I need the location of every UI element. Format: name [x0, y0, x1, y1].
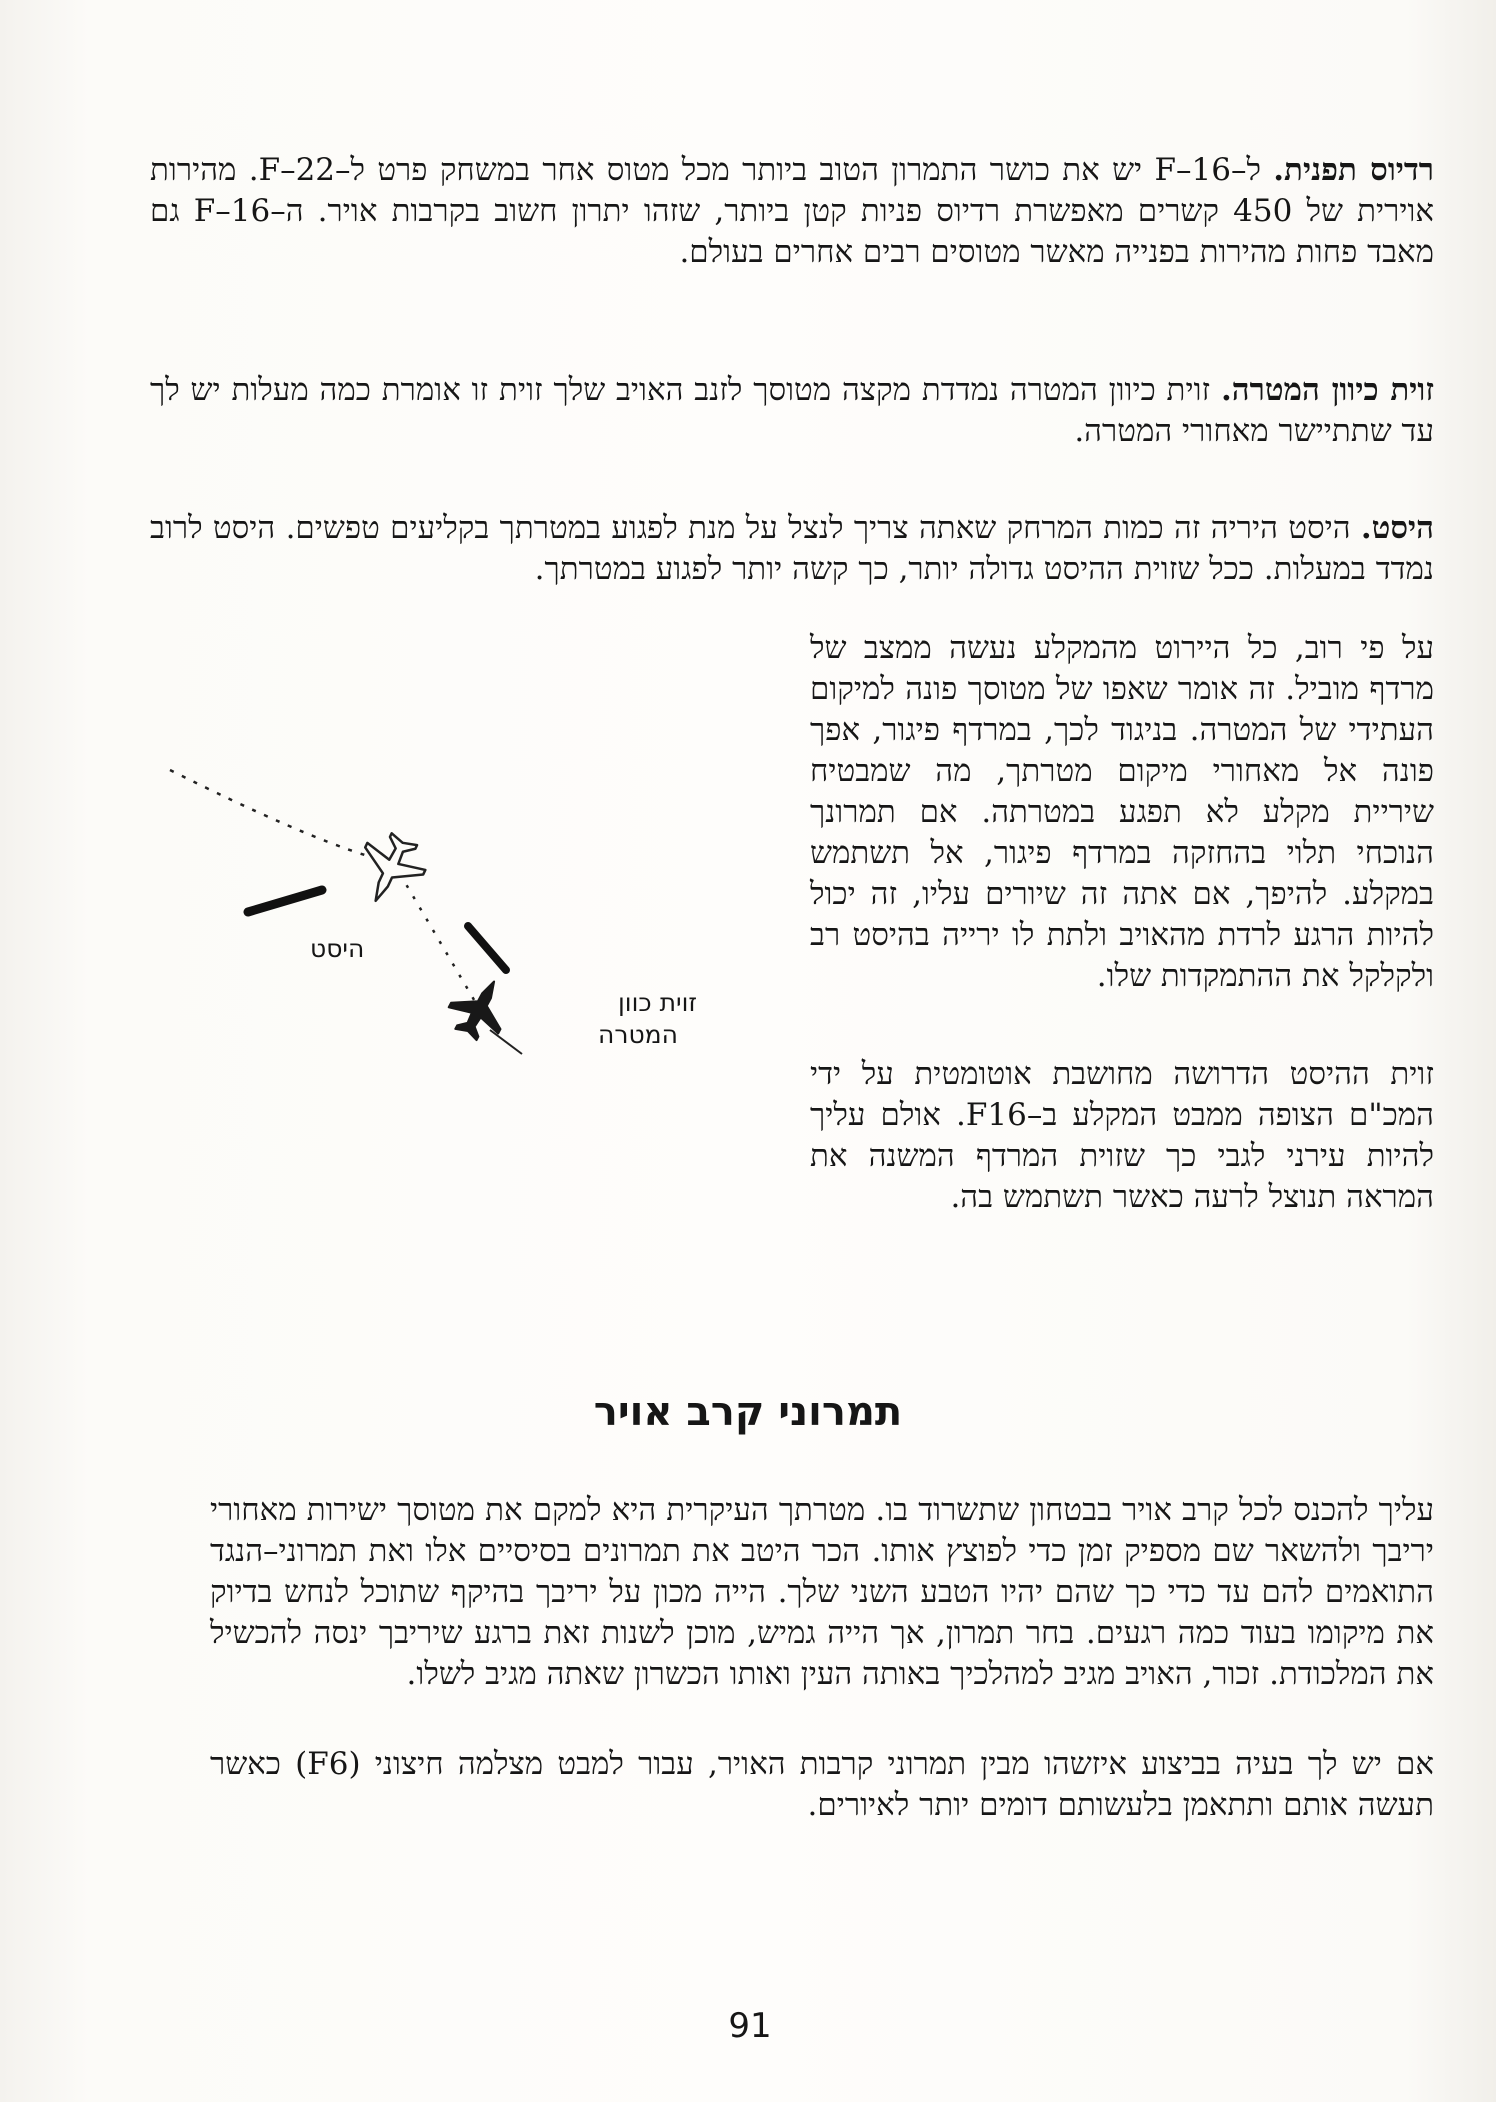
- external-camera-tip-paragraph: אם יש לך בעיה בביצוע איזשהו מבין תמרוני קרבות האויר, עבור למבט מצלמה חיצוני (F6) כאשר תעשה אותם ותתאמן בלעשותם דומים יותר לאיורים.: [210, 1746, 1434, 1823]
- trajectory-path-line: [170, 770, 368, 856]
- aspect-label-line2: המטרה: [598, 1020, 678, 1049]
- turn-radius-term: רדיוס תפנית.: [1273, 152, 1435, 188]
- lead-label: היסט: [310, 934, 365, 963]
- turn-radius-paragraph: [150, 150, 1434, 273]
- lead-paragraph: [150, 508, 1434, 590]
- turn-radius-text: ל–F–16 יש את כושר התמרון הטוב ביותר מכל מטוס אחר במשחק פרט ל–F–22. מהירות אוירית של 450 קשרים מאפשרת רדיוס פניות קטן ביותר, שזהו יתרון חשוב בקרבות אויר. ה–F–16 גם מאבד פחות מהירות בפנייה מאשר מטוסים רבים אחרים בעולם.: [150, 152, 1434, 270]
- air-combat-intro-paragraph: עליך להכנס לכל קרב אויר בבטחון שתשרוד בו. מטרתך העיקרית היא למקם את מטוסך ישירות מאחורי יריבך ולהשאר שם מספיק זמן כדי לפוצץ אותו. הכר היטב את תמרונים בסיסיים אלו ואת תמרוני–הנגד התואמים להם עד כדי כך שהם יהיו הטבע השני שלך. הייה מכון על יריבך בהיקף שתוכל לנחש בדיוק את מיקומו בעוד כמה רגעים. בחר תמרון, אך הייה גמיש, מוכן לשנות זאת ברגע שיריבך ינסה להכשיל את המלכודת. זכור, האויב מגיב למהלכיך באותה העין ואותו הכשרון שאתה מגיב לשלו.: [210, 1492, 1434, 1692]
- section-heading: תמרוני קרב אויר: [593, 1389, 903, 1435]
- lead-term: היסט.: [1360, 510, 1434, 546]
- aspect-angle-term: זוית כיוון המטרה.: [1221, 372, 1434, 408]
- target-jet-icon: [347, 826, 434, 915]
- fighter-jet-icon: [441, 968, 519, 1047]
- lead-aspect-diagram: [150, 740, 698, 1080]
- attacker-heading-line: [490, 1030, 522, 1054]
- lead-angle-radar-paragraph: זוית ההיסט הדרושה מחושבת אוטומטית על ידי המכ"ם הצופה ממבט המקלע ב–F16. אולם עליך להיות עירני לגבי כך שזוית המרדף המשנה את המראה תנוצל לרעה כאשר תשתמש בה.: [810, 1056, 1435, 1215]
- lead-pursuit-paragraph: על פי רוב, כל היירוט מהמקלע נעשה ממצב של מרדף מוביל. זה אומר שאפו של מטוסך פונה למיקום העתידי של המטרה. בניגוד לכך, במרדף פיגור, אפך פונה אל מאחורי מיקום מטרתך, מה שמבטיח שיריית מקלע לא תפגע במטרתה. אם תמרונך הנוכחי תלוי בהחזקה במרדף פיגור, אל תשתמש במקלע. להיפך, אם אתה זה שיורים עליו, זה יכול להיות הרגע לרדת מהאויב ולתת לו ירייה בהיסט רב ולקלקל את ההתמקדות שלו.: [810, 630, 1434, 994]
- aspect-label-line1: זוית כוון: [618, 988, 698, 1017]
- aspect-angle-marker: [468, 926, 506, 970]
- lead-dashed-line: [400, 874, 480, 1010]
- aspect-angle-paragraph: [150, 370, 1434, 452]
- page-number: 91: [728, 2006, 772, 2046]
- aspect-angle-text: זוית כיוון המטרה נמדדת מקצה מטוסך לזנב האויב שלך זוית זו אומרת כמה מעלות יש לך עד שתתיישר מאחורי המטרה.: [150, 372, 1434, 449]
- lead-text: היסט היריה זה כמות המרחק שאתה צריך לנצל על מנת לפגוע במטרתך בקליעים טפשים. היסט לרוב נמדד במעלות. ככל שזוית ההיסט גדולה יותר, כך קשה יותר לפגוע במטרתך.: [150, 510, 1434, 587]
- lead-angle-marker: [248, 890, 322, 912]
